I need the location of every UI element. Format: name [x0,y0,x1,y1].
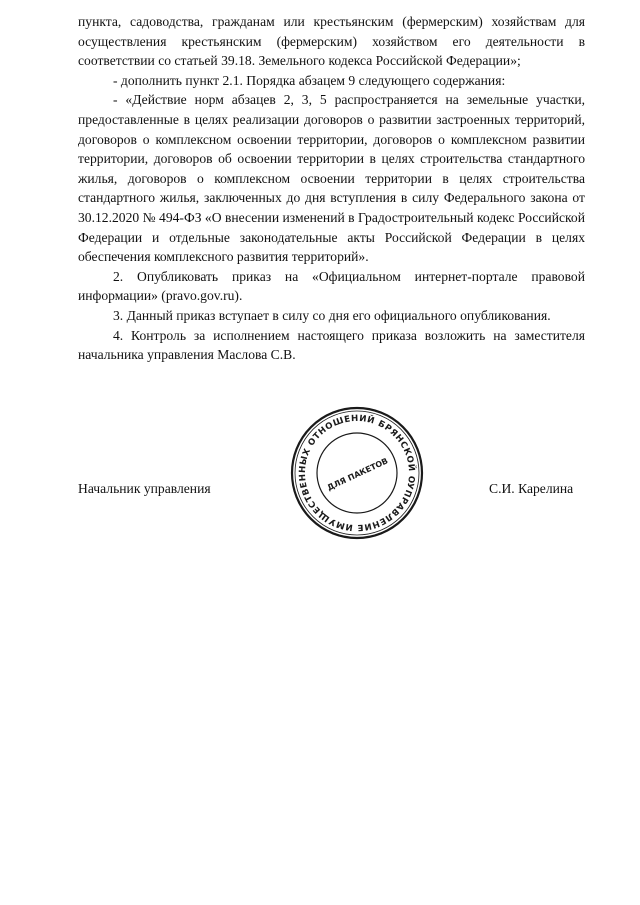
official-seal [289,405,425,541]
signature-position: Начальник управления [78,481,211,496]
paragraph-item-2: 2. Опубликовать приказ на «Официальном интернет-портале правовой информации» (pravo.gov.ru). [78,268,585,304]
paragraph-continuation: пункта, садоводства, гражданам или крестьянским (фермерским) хозяйствам для осуществления крестьянским (фермерским) хозяйством его деятельности в соответствии со статьей 39.18. Земельного кодекса Российской Федерации»; [78,14,585,69]
paragraph-amendment-intro: - дополнить пункт 2.1. Порядка абзацем 9 следующего содержания: [113,72,506,88]
signature-name: С.И. Карелина [489,481,574,496]
document-body [78,12,585,365]
svg-text:УПРАВЛЕНИЕ ИМУЩЕСТВЕННЫХ ОТНОШ: УПРАВЛЕНИЕ ИМУЩЕСТВЕННЫХ ОТНОШЕНИЙ БРЯНСКОЙ ОБЛАСТИ [297,413,417,533]
paragraph-item-3: 3. Данный приказ вступает в силу со дня его официального опубликования. [113,307,551,323]
paragraph-amendment-text: - «Действие норм абзацев 2, 3, 5 распространяется на земельные участки, предоставленные в целях реализации договоров о развитии застроенных территорий, договоров о комплексном освоении территории, договоров о комплексном развитии территории, договоров об освоении территории в целях строительства стандартного жилья, договоров о комплексном освоении территории в целях строительства стандартного жилья, заключенных до дня вступления в силу Федерального закона от 30.12.2020 № 494-ФЗ «О внесении изменений в Градостроительный кодекс Российской Федерации и отдельные законодательные акты Российской Федерации в целях обеспечения комплексного развития территорий». [78,92,585,265]
svg-text:ДЛЯ ПАКЕТОВ: ДЛЯ ПАКЕТОВ [325,456,390,493]
paragraph-item-4: 4. Контроль за исполнением настоящего приказа возложить на заместителя начальника управления Маслова С.В. [78,327,585,363]
